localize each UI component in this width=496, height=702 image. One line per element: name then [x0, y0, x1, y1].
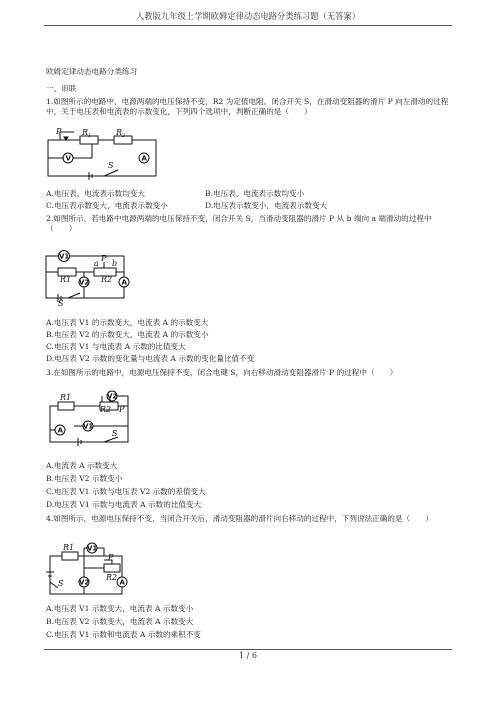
q4-ammeter-label: A	[119, 578, 125, 587]
q4-switch-label: S	[58, 579, 64, 588]
q3-slider-label: P	[119, 405, 125, 414]
q3-switch-label: S	[112, 429, 118, 438]
q1-stem: 1.如图所示的电路中，电源两端的电压保持不变，R2 为定值电阻。闭合开关 S，在滑动变阻器的滑片 P 向左滑动的过程中，关于电压表和电流表的示数变化，下列四个选项中，判断正确的是（ ）	[46, 97, 449, 116]
q3-ammeter-label: A	[57, 426, 63, 435]
q3-option-c: C.电压表 V1 示数与电压表 V2 示数的差值变大	[46, 487, 206, 496]
q4-v1-label: V1	[87, 544, 98, 553]
q1-voltmeter-label: V	[65, 154, 71, 163]
page-number: 1 / 6	[239, 651, 257, 660]
q1-option-d: D.电压表示数变小，电流表示数变大	[205, 201, 328, 210]
page-header: 人教版九年级上学期欧姆定律动态电路分类练习题（无答案）	[135, 11, 361, 21]
section-heading: 一、串联	[46, 84, 77, 93]
q1-option-b: B.电压表、电流表示数均变小	[205, 189, 305, 198]
header-divider	[44, 25, 452, 26]
q1-r2-label: $R_2$	[116, 128, 126, 139]
q2-end-a-label: a	[94, 259, 99, 268]
q4-option-b: B.电压表 V2 示数变大，电流表 A 示数变大	[46, 617, 194, 626]
q3-option-d: D.电压表 V1 示数与电流表 A 示数的比值变大	[46, 500, 202, 509]
q2-r2-label: R2	[101, 275, 113, 284]
q3-stem: 3.在如图所示的电路中，电源电压保持不变，闭合电键 S，向右移动滑动变阻器滑片 P 的过程中（ ）	[46, 368, 398, 377]
q4-slider-label: P	[108, 553, 114, 562]
q2-slider-label: P	[101, 254, 107, 263]
q2-v2-label: V2	[79, 278, 90, 287]
q2-switch-label: S	[58, 299, 64, 306]
q3-option-b: B.电压表 V2 示数变小	[46, 474, 123, 483]
q3-r1-label: R1	[60, 393, 72, 402]
q3-option-a: A.电流表 A 示数变大	[46, 461, 118, 470]
q1-r1-label: $R_1$	[82, 128, 92, 139]
q1-slider-label: P	[56, 127, 62, 136]
q1-switch-label: S	[108, 161, 114, 170]
q1-ammeter-label: A	[141, 154, 147, 163]
q4-option-a: A.电压表 V1 示数变大，电流表 A 示数变小	[46, 604, 194, 613]
q2-end-b-label: b	[112, 259, 118, 268]
q3-v1-label: V1	[83, 422, 94, 431]
q1-option-a: A.电压表、电流表示数均变大	[46, 189, 146, 198]
q4-r1-label: R1	[63, 543, 75, 552]
q2-option-b: B.电压表 V2 的示数变大，电流表 A 的示数变小	[46, 330, 209, 339]
q1-circuit-diagram	[44, 126, 164, 184]
doc-title: 欧姆定律动态电路分类练习	[46, 67, 138, 76]
q4-circuit-diagram	[44, 542, 130, 600]
q2-v1-label: V1	[59, 252, 70, 261]
q2-stem: 2.如图所示，若电路中电源两端的电压保持不变，闭合开关 S，当滑动变阻器的滑片 P 从 b 端向 a 端滑动的过程中（ ）	[46, 214, 432, 233]
q2-option-c: C.电压表 V1 与电流表 A 示数的比值变大	[46, 342, 186, 351]
q2-option-a: A.电压表 V1 的示数变大，电流表 A 的示数变大	[46, 318, 209, 327]
footer-divider	[44, 649, 452, 650]
q4-v2-label: V2	[79, 578, 90, 587]
q1-option-c: C.电压表示数变大，电流表示数变小	[46, 201, 168, 210]
q2-r1-label: R1	[60, 275, 72, 284]
q3-circuit-diagram	[44, 386, 138, 450]
q2-circuit-diagram	[44, 248, 136, 306]
q4-r2-label: R2	[106, 573, 118, 582]
q2-ammeter-label: A	[121, 278, 127, 287]
q4-option-c: C.电压表 V1 示数和电流表 A 示数的乘积不变	[46, 630, 201, 639]
q4-stem: 4.如图所示，电源电压保持不变，当闭合开关后，滑动变阻器的滑片向右移动的过程中，下列说法正确的是（ ）	[46, 514, 433, 523]
q3-v2-label: V2	[107, 392, 118, 401]
q3-r2-label: R2	[100, 405, 112, 414]
q2-option-d: D.电压表 V2 示数的变化量与电流表 A 示数的变化量比值不变	[46, 354, 255, 363]
